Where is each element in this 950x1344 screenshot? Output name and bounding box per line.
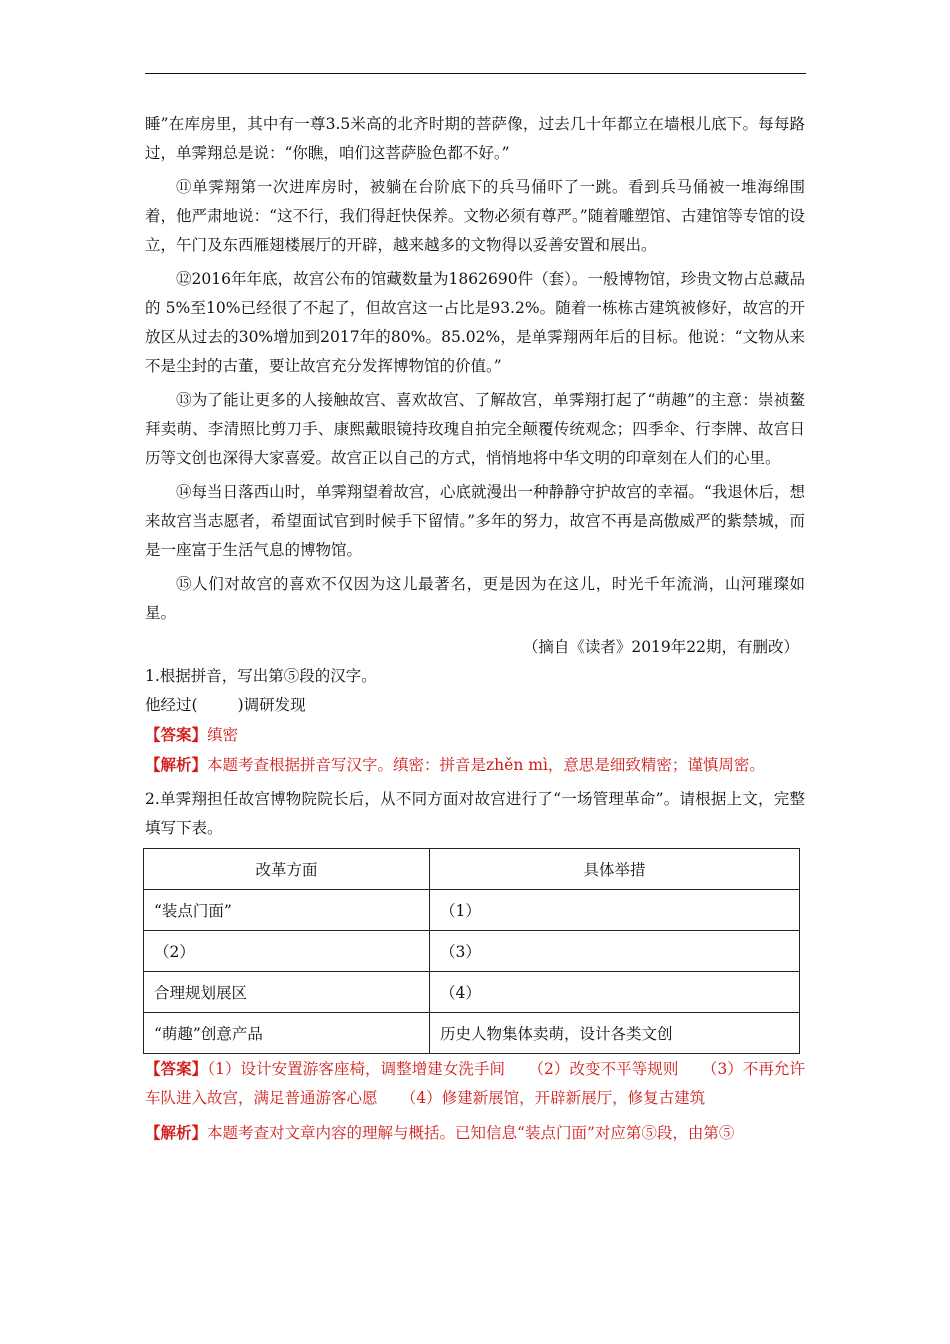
- paragraph-continued: 睡”在库房里，其中有一尊3.5米高的北齐时期的菩萨像，过去几十年都立在墙根儿底下。每每路过，单霁翔总是说：“你瞧，咱们这菩萨脸色都不好。”: [145, 115, 805, 162]
- question-1-prompt: [145, 691, 805, 720]
- paragraph-11: ⑪单霁翔第一次进库房时，被躺在台阶底下的兵马俑吓了一跳。看到兵马俑被一堆海绵围着，他严肃地说：“这不行，我们得赶快保养。文物必须有尊严。”随着雕塑馆、古建馆等专馆的设立，午门及东西雁翅楼展厅的开辟，越来越多的文物得以妥善安置和展出。: [145, 178, 805, 254]
- answer-text: （1）设计安置游客座椅，调整增建女洗手间 （2）改变不平等规则 （3）不再允许车队进入故宫，满足普通游客心愿 （4）修建新展馆，开辟新展厅，修复古建筑: [145, 1060, 805, 1107]
- table-cell: （1）: [430, 890, 800, 931]
- question-2-analysis: [145, 1118, 805, 1148]
- paragraph-12: ⑫2016年年底，故宫公布的馆藏数量为1862690件（套）。一般博物馆，珍贵文物占总藏品的 5%至10%已经很了不起了，但故宫这一占比是93.2%。随着一栋栋古建筑被修好，故宫的开放区从过去的30%增加到2017年的80%。85.02%，是单霁翔两年后的目标。他说：“文物从来不是尘封的古董，要让故宫充分发挥博物馆的价值。”: [145, 270, 805, 375]
- table-cell: 历史人物集体卖萌，设计各类文创: [430, 1013, 800, 1054]
- header-rule: [145, 73, 806, 74]
- table-cell: “萌趣”创意产品: [144, 1013, 430, 1054]
- question-1-analysis: [145, 750, 805, 780]
- reform-table: [143, 848, 800, 1054]
- table-cell: （4）: [430, 972, 800, 1013]
- table-row: [144, 972, 800, 1013]
- table-row: [144, 1013, 800, 1054]
- table-header-cell: 具体举措: [430, 849, 800, 890]
- analysis-text: 本题考查对文章内容的理解与概括。已知信息“装点门面”对应第⑤段，由第⑤: [207, 1124, 735, 1142]
- document-page: [145, 110, 805, 1153]
- table-cell: （2）: [144, 931, 430, 972]
- analysis-text: 本题考查根据拼音写汉字。缜密：拼音是zhěn mì，意思是细致精密；谨慎周密。: [207, 756, 765, 774]
- paragraph-13: ⑬为了能让更多的人接触故宫、喜欢故宫、了解故宫，单霁翔打起了“萌趣”的主意：崇祯鳌拜卖萌、李清照比剪刀手、康熙戴眼镜持玫瑰自拍完全颠覆传统观念；四季伞、行李牌、故宫日历等文创也深得大家喜爱。故宫正以自己的方式，悄悄地将中华文明的印章刻在人们的心里。: [145, 391, 805, 467]
- prompt-before: 他经过(: [145, 696, 198, 714]
- question-2: 2.单霁翔担任故宫博物院院长后，从不同方面对故宫进行了“一场管理革命”。请根据上文，完整填写下表。: [145, 790, 805, 837]
- table-row: [144, 890, 800, 931]
- table-row: [144, 931, 800, 972]
- paragraph-14: ⑭每当日落西山时，单霁翔望着故宫，心底就漫出一种静静守护故宫的幸福。“我退休后，想来故宫当志愿者，希望面试官到时候手下留情。”多年的努力，故宫不再是高傲威严的紫禁城，而是一座富于生活气息的博物馆。: [145, 483, 805, 559]
- question-1: 1.根据拼音，写出第⑤段的汉字。: [145, 667, 377, 685]
- table-header-row: [144, 849, 800, 890]
- analysis-tag: 【解析】: [145, 1123, 208, 1142]
- answer-text: 缜密: [207, 726, 239, 744]
- table-header-cell: 改革方面: [144, 849, 430, 890]
- prompt-after: )调研发现: [237, 696, 306, 714]
- table-cell: “装点门面”: [144, 890, 430, 931]
- analysis-tag: 【解析】: [145, 755, 208, 774]
- table-cell: （3）: [430, 931, 800, 972]
- question-2-answer: [145, 1054, 805, 1113]
- paragraph-15: ⑮人们对故宫的喜欢不仅因为这儿最著名，更是因为在这儿，时光千年流淌，山河璀璨如星。: [145, 575, 805, 622]
- source-citation: （摘自《读者》2019年22期，有删改）: [522, 638, 799, 656]
- answer-tag: 【答案】: [145, 725, 208, 744]
- table-cell: 合理规划展区: [144, 972, 430, 1013]
- answer-tag: 【答案】: [145, 1059, 208, 1078]
- question-1-answer: [145, 720, 805, 750]
